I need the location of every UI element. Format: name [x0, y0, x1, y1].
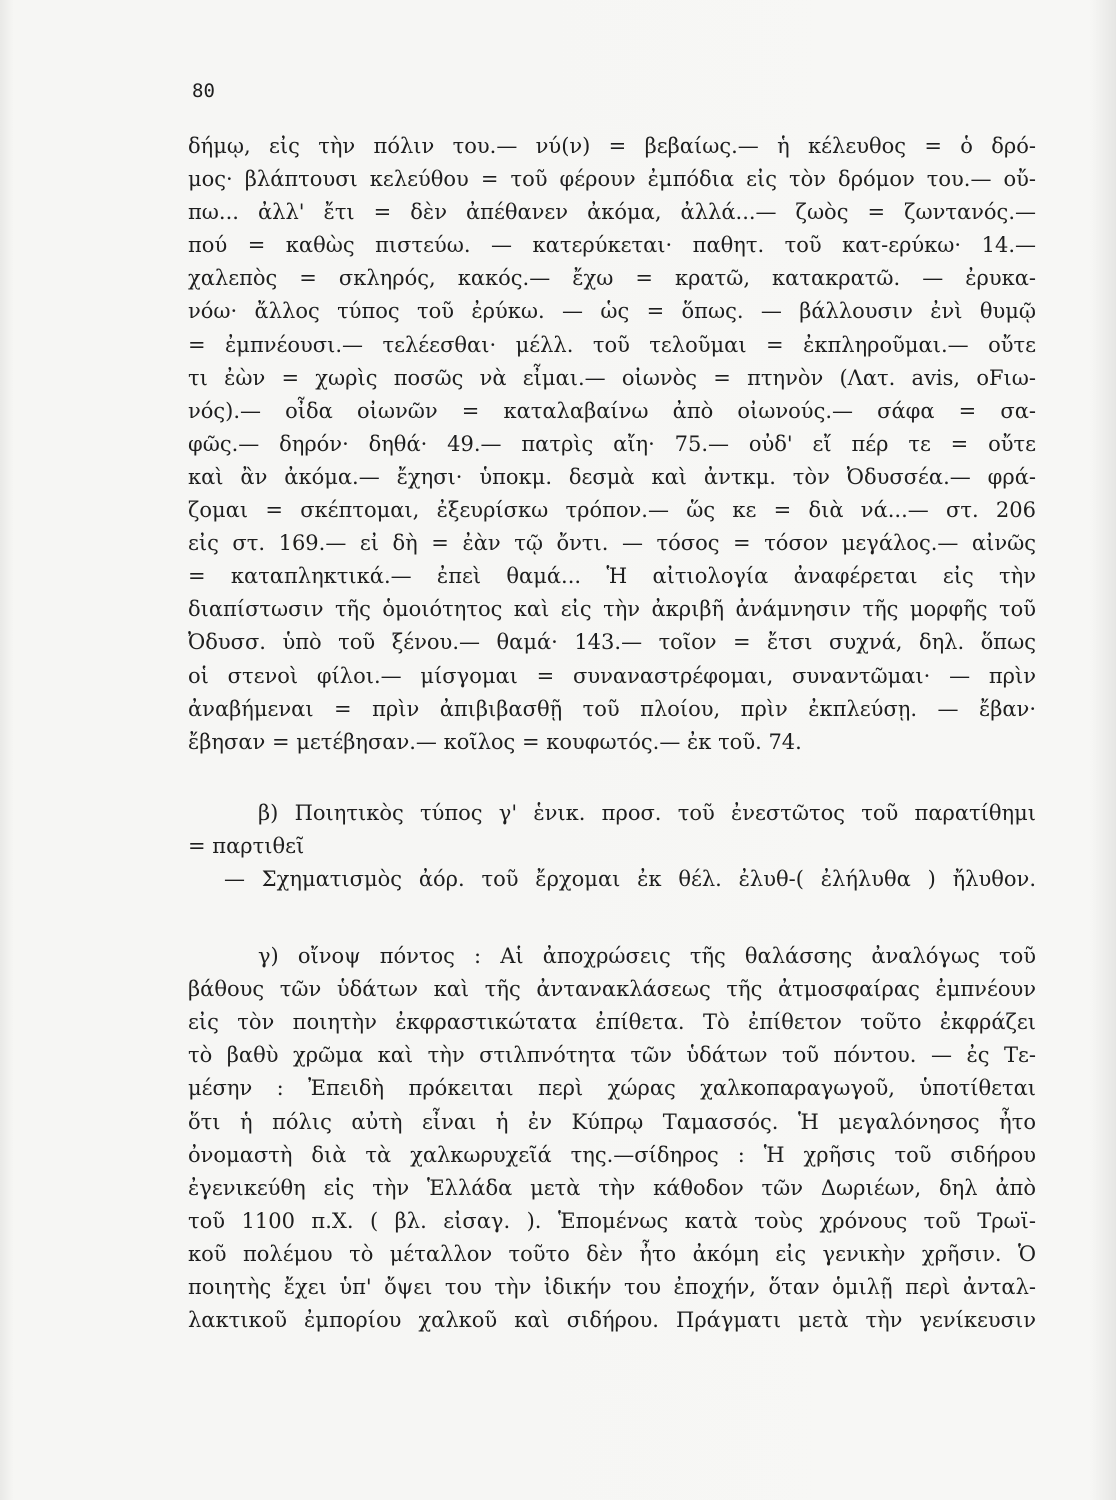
text-line: τοῦ 1100 π.Χ. ( βλ. εἰσαγ. ). Ἑπομένως κατὰ τοὺς χρόνους τοῦ Τρωϊ-	[188, 1208, 1036, 1233]
text-line: μος· βλάπτουσι κελεύθου = τοῦ φέρουν ἐμπόδια εἰς τὸν δρόμον του.— οὔ-	[188, 167, 1036, 192]
glossary-paragraph	[188, 130, 1036, 759]
text-line: βάθους τῶν ὑδάτων καὶ τῆς ἀντανακλάσεως τῆς ἀτμοσφαίρας ἐμπνέουν	[188, 977, 1036, 1002]
body-text	[188, 130, 1036, 1337]
text-line: ποιητὴς ἔχει ὑπ' ὄψει του τὴν ἰδικήν του ἐποχήν, ὅταν ὁμιλῇ περὶ ἀνταλ-	[188, 1275, 1036, 1299]
text-line: — Σχηματισμὸς ἀόρ. τοῦ ἔρχομαι ἐκ θέλ. ἐλυθ-( ἐλήλυθα ) ἤλυθον.	[224, 866, 1036, 891]
text-line: γ) οἴνοψ πόντος : Αἱ ἀποχρώσεις τῆς θαλάσσης ἀναλόγως τοῦ	[258, 944, 1036, 969]
text-line: καὶ ἂν ἀκόμα.— ἔχησι· ὑποκμ. δεσμὰ καὶ ἀντκμ. τὸν Ὀδυσσέα.— φρά-	[188, 464, 1036, 489]
text-line: πω... ἀλλ' ἔτι = δὲν ἀπέθανεν ἀκόμα, ἀλλά...— ζωὸς = ζωντανός.—	[188, 200, 1036, 225]
text-line: = καταπληκτικά.— ἐπεὶ θαμά... Ἡ αἰτιολογία ἀναφέρεται εἰς τὴν	[188, 564, 1036, 589]
text-line: χαλεπὸς = σκληρός, κακός.— ἔχω = κρατῶ, κατακρατῶ. — ἐρυκα-	[188, 266, 1036, 291]
text-line: = παρτιθεῖ	[188, 833, 305, 858]
text-line: λακτικοῦ ἐμπορίου χαλκοῦ καὶ σιδήρου. Πράγματι μετὰ τὴν γενίκευσιν	[188, 1308, 1036, 1333]
text-line: οἱ στενοὶ φίλοι.— μίσγομαι = συναναστρέφομαι, συναντῶμαι· — πρὶν	[188, 663, 1036, 688]
text-line: πού = καθὼς πιστεύω. — κατερύκεται· παθητ. τοῦ κατ-ερύκω· 14.—	[188, 233, 1036, 258]
text-line: μέσην : Ἐπειδὴ πρόκειται περὶ χώρας χαλκοπαραγωγοῦ, ὑποτίθεται	[188, 1076, 1036, 1101]
text-line: τὸ βαθὺ χρῶμα καὶ τὴν στιλπνότητα τῶν ὑδάτων τοῦ πόντου. — ἐς Τε-	[188, 1043, 1036, 1068]
page-number: 80	[192, 80, 215, 102]
beta-paragraph	[188, 797, 1036, 863]
text-line: εἰς τὸν ποιητὴν ἐκφραστικώτατα ἐπίθετα. Τὸ ἐπίθετον τοῦτο ἐκφράζει	[188, 1010, 1036, 1035]
text-line: Ὀδυσσ. ὑπὸ τοῦ ξένου.— θαμά· 143.— τοῖον = ἔτσι συχνά, δηλ. ὅπως	[188, 630, 1036, 655]
text-line: νόω· ἄλλος τύπος τοῦ ἐρύκω. — ὡς = ὅπως. — βάλλουσιν ἐνὶ θυμῷ	[188, 299, 1036, 324]
text-line: ἀναβήμεναι = πρὶν ἀπιβιβασθῇ τοῦ πλοίου, πρὶν ἐκπλεύσῃ. — ἔβαν·	[188, 696, 1036, 721]
text-line: φῶς.— δηρόν· δηθά· 49.— πατρὶς αἴη· 75.— οὐδ' εἴ πέρ τε = οὔτε	[188, 431, 1036, 456]
text-line: τι ἐὼν = χωρὶς ποσῶς νὰ εἶμαι.— οἰωνὸς = πτηνὸν (Λατ. avis, oFιω-	[188, 365, 1036, 390]
gamma-paragraph	[188, 940, 1036, 1337]
text-line: δήμῳ, εἰς τὴν πόλιν του.— νύ(ν) = βεβαίως.— ἡ κέλευθος = ὁ δρό-	[188, 134, 1036, 158]
text-line: νός).— οἶδα οἰωνῶν = καταλαβαίνω ἀπὸ οἰωνούς.— σάφα = σα-	[188, 398, 1036, 423]
beta-continuation-paragraph	[188, 863, 1036, 896]
text-line: ζομαι = σκέπτομαι, ἐξευρίσκω τρόπον.— ὥς κε = διὰ νά...— στ. 206	[188, 498, 1036, 523]
text-line: διαπίστωσιν τῆς ὁμοιότητος καὶ εἰς τὴν ἀκριβῆ ἀνάμνησιν τῆς μορφῆς τοῦ	[188, 597, 1036, 622]
text-line: ἐγενικεύθη εἰς τὴν Ἑλλάδα μετὰ τὴν κάθοδον τῶν Δωριέων, δηλ ἀπὸ	[188, 1175, 1036, 1200]
text-line: ὀνομαστὴ διὰ τὰ χαλκωρυχεῖά της.—σίδηρος : Ἡ χρῆσις τοῦ σιδήρου	[188, 1142, 1036, 1167]
text-line: = ἐμπνέουσι.— τελέεσθαι· μέλλ. τοῦ τελοῦμαι = ἐκπληροῦμαι.— οὔτε	[188, 332, 1036, 357]
text-line: ἔβησαν = μετέβησαν.— κοῖλος = κουφωτός.— ἐκ τοῦ. 74.	[188, 729, 802, 754]
text-line: εἰς στ. 169.— εἰ δὴ = ἐὰν τῷ ὄντι. — τόσος = τόσον μεγάλος.— αἰνῶς	[188, 531, 1036, 556]
text-line: β) Ποιητικὸς τύπος γ' ἑνικ. προσ. τοῦ ἐνεστῶτος τοῦ παρατίθημι	[258, 800, 1036, 825]
paragraph-gap	[188, 759, 1036, 797]
paragraph-gap	[188, 896, 1036, 940]
text-line: ὅτι ἡ πόλις αὐτὴ εἶναι ἡ ἐν Κύπρῳ Ταμασσός. Ἡ μεγαλόνησος ἦτο	[188, 1109, 1036, 1134]
text-line: κοῦ πολέμου τὸ μέταλλον τοῦτο δὲν ἦτο ἀκόμη εἰς γενικὴν χρῆσιν. Ὁ	[188, 1241, 1036, 1266]
